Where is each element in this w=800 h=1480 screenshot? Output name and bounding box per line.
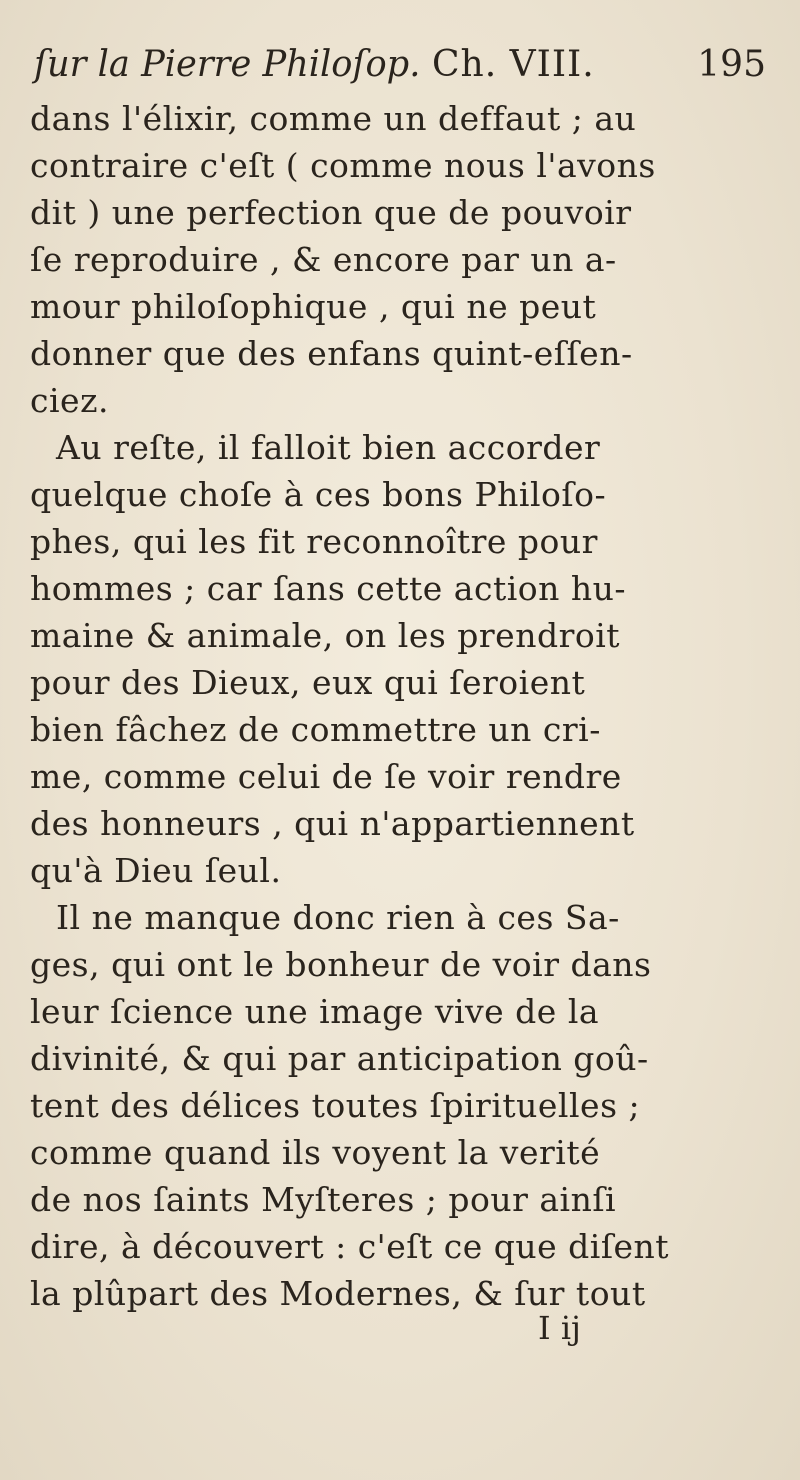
text-line: qu'à Dieu ſeul. xyxy=(30,851,282,890)
text-line: phes, qui les fit reconnoître pour xyxy=(30,522,598,561)
chapter-label: Ch. VIII. xyxy=(432,44,595,85)
text-line: ges, qui ont le bonheur de voir dans xyxy=(30,945,652,984)
text-line: maine & animale, on les prendroit xyxy=(30,616,621,655)
text-line: hommes ; car ſans cette action hu- xyxy=(30,569,627,608)
paragraph-start-line: Il ne manque donc rien à ces Sa- xyxy=(56,898,620,937)
text-line: contraire c'eſt ( comme nous l'avons xyxy=(30,146,656,185)
text-line: pour des Dieux, eux qui ſeroient xyxy=(30,663,586,702)
text-line: quelque choſe à ces bons Philoſo- xyxy=(30,475,607,514)
text-line: comme quand ils voyent la verité xyxy=(30,1133,601,1172)
text-line: la plûpart des Modernes, & ſur tout xyxy=(30,1274,646,1313)
text-line: dire, à découvert : c'eſt ce que diſent xyxy=(30,1227,670,1266)
text-line: des honneurs , qui n'appartiennent xyxy=(30,804,635,843)
running-title: ſur la Pierre Philoſop. xyxy=(34,44,421,85)
page-number: 195 xyxy=(697,44,766,85)
text-line: ſe reproduire , & encore par un a- xyxy=(30,240,617,279)
text-line: leur ſcience une image vive de la xyxy=(30,992,600,1031)
page-header xyxy=(34,40,766,90)
text-line: tent des délices toutes ſpirituelles ; xyxy=(30,1086,641,1125)
signature-mark: I ij xyxy=(538,1309,581,1347)
paragraph-start-line: Au reſte, il falloit bien accorder xyxy=(56,428,601,467)
text-line: dans l'élixir, comme un deffaut ; au xyxy=(30,99,637,138)
text-line: me, comme celui de ſe voir rendre xyxy=(30,757,622,796)
text-line: de nos ſaints Myſteres ; pour ainſi xyxy=(30,1180,617,1219)
text-line: divinité, & qui par anticipation goû- xyxy=(30,1039,649,1078)
text-line: ciez. xyxy=(30,381,109,420)
text-line: bien fâchez de commettre un cri- xyxy=(30,710,601,749)
text-line: mour philoſophique , qui ne peut xyxy=(30,287,597,326)
text-line: donner que des enfans quint-eſſen- xyxy=(30,334,633,373)
text-line: dit ) une perfection que de pouvoir xyxy=(30,193,632,232)
